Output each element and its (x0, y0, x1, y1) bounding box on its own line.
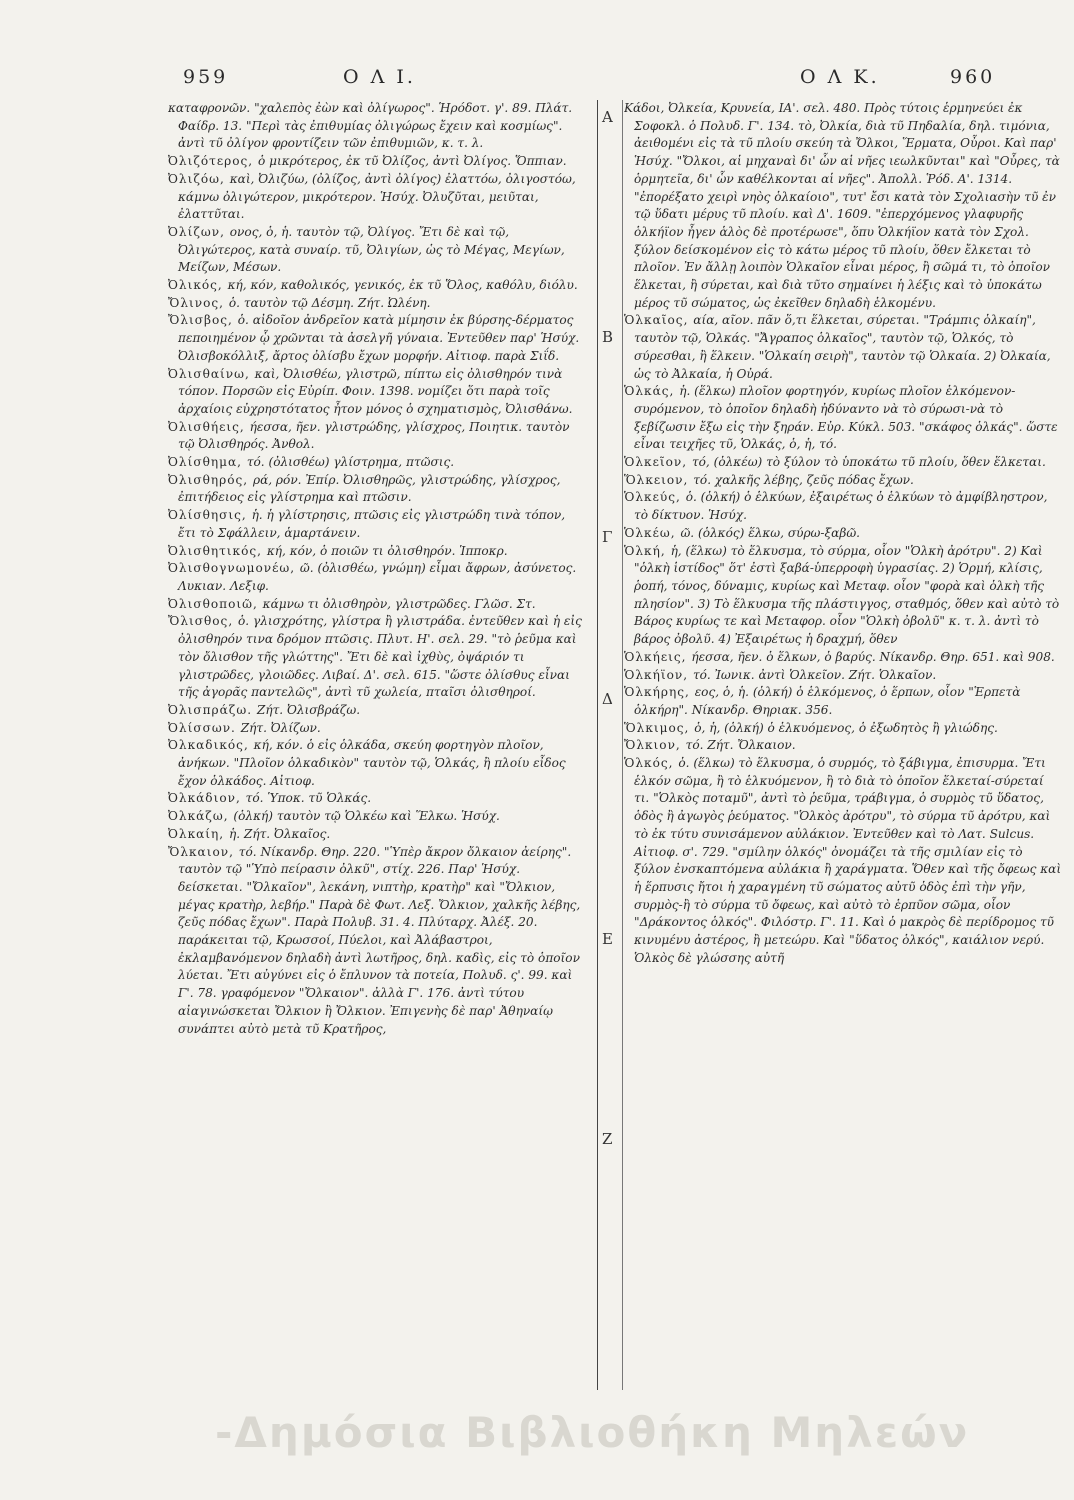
dictionary-entry (168, 472, 586, 507)
entry-definition: εος, ὁ, ἡ. (ὁλκή) ὁ ἑλκόμενος, ὁ ἕρπων, οἷον "Ἑρπετὰ ὁλκήρη". Νίκανδρ. Θηριακ. 356. (634, 685, 1021, 717)
dictionary-entry (168, 560, 586, 595)
margin-letter: Δ (602, 690, 613, 708)
entry-headword: Ὁλκεῖον, (624, 455, 692, 470)
entry-definition: αία, αῖον. πᾶν ὅ,τι ἕλκεται, σύρεται. "Τράμπις ὁλκαίη", ταυτὸν τῷ, Ὁλκάς. "Ἄγραπος ὁλκαῖος", ταυτὸν τῷ, Ὁλκός, τὸ σύρεσθαι, ἢ ἕλκειν. "Ὁλκαίη σειρὴ", ταυτὸν τῷ Ὁλκαία. 2) Ὀλκαία, ὡς τὸ Ἀλκαία, ἡ Οὐρά. (634, 313, 1051, 381)
entry-headword: Ὀλίσθησις, (168, 508, 252, 523)
running-title-left: Ο Λ Ι. (343, 66, 416, 88)
dictionary-entry (168, 613, 586, 702)
entry-definition: ὁ. ταυτὸν τῷ Δέσμη. Ζήτ. Ὠλένη. (228, 295, 431, 310)
dictionary-entry (168, 419, 586, 454)
entry-headword: Ὀλισθαίνω, (168, 366, 255, 381)
entry-headword: Ὀλιζότερος, (168, 154, 258, 169)
dictionary-entry (624, 543, 1062, 649)
dictionary-entry (168, 224, 586, 277)
entry-definition: Ζήτ. Ὀλίζων. (240, 720, 321, 735)
entry-headword: Ὄλκιον, (624, 738, 686, 753)
entry-definition: κάμνω τι ὀλισθηρὸν, γλιστρῶδες. Γλῶσ. Στ. (262, 596, 536, 611)
dictionary-entry (624, 312, 1062, 383)
margin-letter: Ζ (602, 1130, 613, 1148)
dictionary-entry (168, 507, 586, 542)
margin-letters (597, 100, 622, 1390)
dictionary-entry (168, 737, 586, 790)
entry-headword: Ὀλισθήεις, (168, 419, 250, 434)
entry-definition: ήεσσα, ῆεν. γλιστρώδης, γλίσχρος, Ποιητικ. ταυτὸν τῷ Ὀλισθηρός. Ἀνθολ. (178, 419, 570, 452)
dictionary-entry (624, 755, 1062, 967)
entry-headword: Ὁλκέω, (624, 525, 681, 540)
entry-headword: Ὀλισθητικός, (168, 543, 267, 558)
entry-headword: Ὁλκήϊον, (624, 667, 693, 682)
entry-definition: ρά, ρόν. Ἐπίρ. Ὀλισθηρῶς, γλιστρώδης, γλίσχρος, ἐπιτήδειος εἰς γλίστρημα καὶ πτῶσιν. (178, 472, 561, 505)
dictionary-entry (624, 525, 1062, 543)
entry-definition: καταφρονῶν. "χαλεπὸς ἐὼν καὶ ὀλίγωρος". Ἡρόδοτ. γ'. 89. Πλάτ. Φαίδρ. 13. "Περὶ τὰς ἐπιθυμίας ὀλιγώρως ἔχειν καὶ κοσμίως". ἀντὶ τῦ ὀλίγον φροντίζειν τῶν ἐπιθυμιῶν, κ. τ. λ. (168, 101, 573, 151)
entry-headword: Ὀλισπράζω. (168, 702, 257, 717)
margin-letter: Γ (602, 528, 613, 546)
entry-headword: Ὀλισθηρός, (168, 472, 253, 487)
page-header (0, 66, 1074, 98)
right-column (624, 100, 1062, 1395)
entry-definition: τό, (ὁλκέω) τὸ ξύλον τὸ ὑποκάτω τῦ πλοίυ, ὅθεν ἕλκεται. (691, 455, 1046, 470)
entry-headword: Ὀλισθογνωμονέω, (168, 561, 300, 576)
entry-definition: καὶ, Ὀλισθέω, γλιστρῶ, πίπτω εἰς ὀλισθηρόν τινὰ τόπον. Πορσῶν εἰς Εὐρίπ. Φοιν. 1398. νομίζει ὅτι παρὰ τοῖς ἀρχαίοις εὐχρηστότατος ἦτον μόνος ὁ σχηματισμὸς, Ὀλισθάνω. (178, 366, 573, 416)
entry-definition: τό. Ἰωνικ. ἀντὶ Ὁλκεῖον. Ζήτ. Ὁλκαῖον. (692, 667, 937, 682)
dictionary-entry (624, 737, 1062, 755)
page-number-left: 959 (183, 66, 229, 88)
dictionary-entry (168, 277, 586, 295)
entry-definition: (ὁλκή) ταυτὸν τῷ Ὁλκέω καὶ Ἕλκω. Ἡσύχ. (233, 809, 500, 824)
dictionary-entry (168, 454, 586, 472)
entry-definition: Ζήτ. Ὀλισβράζω. (256, 702, 361, 717)
left-column (168, 100, 586, 1395)
entry-definition: ἡ. Ζήτ. Ὀλκαῖος. (228, 826, 331, 841)
dictionary-entry (624, 684, 1062, 719)
entry-definition: ήεσσα, ῆεν. ὁ ἕλκων, ὁ βαρύς. Νίκανδρ. Θηρ. 651. καὶ 908. (691, 649, 1055, 664)
dictionary-entry (168, 171, 586, 224)
entry-headword: Ὄλινος, (168, 295, 229, 310)
entry-headword: Ὀλκάζω, (168, 809, 234, 824)
entry-definition: κή, κόν, ὁ ποιῶν τι ὀλισθηρόν. Ἱπποκρ. (266, 543, 508, 558)
entry-headword: Ὀλισθοποιῶ, (168, 596, 263, 611)
entry-headword: Ὀλικός, (168, 278, 228, 293)
dictionary-entry (168, 790, 586, 808)
entry-definition: τό. Ὑποκ. τῦ Ὁλκάς. (245, 791, 372, 806)
dictionary-entry (168, 312, 586, 365)
entry-headword: Ὁλκεύς, (624, 490, 686, 505)
entry-definition: ὁ. (ἕλκω) τὸ ἕλκυσμα, ὁ συρμός, τὸ ξάβιγμα, ἐπισυρμα. Ἔτι ἑλκόν σῶμα, ἢ τὸ ἑλκυόμενον, ἢ τὸ διὰ τὸ ὁποῖον ἕλκεταί-σύρεταί τι. "Ὁλκὸς ποταμῦ", ἀντὶ τὸ ῥεῦμα, τράβιγμα, ὁ συρμὸς τῦ ὕδατος, ὁδὸς ἢ ἀγωγὸς ῥεύματος. "Ὁλκὸς ἀρότρυ", τὸ σύρμα τῦ ἀρότρυ, καὶ τὸ ἐκ τύτυ συνισάμενον αὐλάκιον. Ἐντεῦθεν καὶ τὸ Λατ. Sulcus. Αἰτιοφ. σ'. 729. "σμίλην ὁλκός" ὀνομάζει τὰ τῆς σμιλίαν εἰς τὸ ξύλον ἐνσκαπτόμενα αὐλάκια ἢ χαράγματα. Ὅθεν καὶ τῆς ὄφεως καὶ ἡ ἕρπυσις ἤτοι ἡ χαραγμένη τῦ σώματος αὐτῦ ὁδὸς ἐπὶ τὴν γῆν, συρμὸς-ἢ τὸ σύρμα τῦ ὄφεως, καὶ αὐτὸ τὸ ἑρπῦον σῶμα, οἷον "Δράκοντος ὁλκός". Φιλόστρ. Γ'. 11. Καὶ ὁ μακρὸς δὲ περίδρομος τῦ κινυμένυ ἀστέρος, ἢ μετεώρυ. Καὶ "ὕδατος ὁλκός", καιάλιον νερύ. Ὁλκὸς δὲ γλώσσης αὐτῆ (634, 756, 1062, 965)
running-title-right: Ο Λ Κ. (800, 66, 880, 88)
entry-headword: Ὁλκή, (624, 543, 671, 558)
dictionary-entry (624, 454, 1062, 472)
dictionary-entry (624, 649, 1062, 667)
page-number-right: 960 (950, 66, 996, 88)
entry-headword: Ὁλκήρης, (624, 685, 695, 700)
entry-headword: Ὀλκαδικός, (168, 738, 254, 753)
entry-definition: ἡ. ἡ γλίστρησις, πτῶσις εἰς γλιστρώδη τινὰ τόπον, ἔτι τὸ Σφάλλειν, ἁμαρτάνειν. (178, 508, 566, 540)
entry-definition: τό. χαλκῆς λέβης, ζεῦς πόδας ἔχων. (693, 472, 914, 487)
dictionary-entry (168, 702, 586, 720)
dictionary-entry (624, 720, 1062, 738)
margin-letter: Β (602, 328, 614, 346)
entry-headword: Ὀλίζων, (168, 224, 230, 239)
entry-definition: ῶ. (ὀλισθέω, γνώμη) εἶμαι ἄφρων, ἀσύνετος. Λυκιαν. Λεξιφ. (178, 561, 577, 593)
library-watermark: -Δημόσια Βιβλιοθήκη Μηλεών (215, 1408, 970, 1457)
dictionary-entry (168, 826, 586, 844)
entry-definition: ὁ. γλισχρότης, γλίστρα ἢ γλιστράδα. ἐντεῦθεν καὶ ἡ εἰς ὀλισθηρόν τινα δρόμον πτῶσις. Πλυτ. Η'. σελ. 29. "τὸ ῥεῦμα καὶ τὸν ὄλισθον τῆς γλώττης". Ἔτι δὲ καὶ ἰχθὺς, ὀψάριόν τι γλιστρῶδες, γλοιῶδες. Λιβαί. Δ'. σελ. 615. "ὥστε ὀλίσθυς εἶναι τῆς ἀγορᾶς παντελῶς", ἀντὶ τῦ χωλεία, πταῖσι ὀλισθηροί. (178, 614, 582, 700)
dictionary-entry (168, 720, 586, 738)
dictionary-entry (624, 383, 1062, 454)
entry-headword: Ὄλκαιον, (168, 844, 239, 859)
entry-headword: Ὀλκάδιον, (168, 791, 246, 806)
entry-headword: Ὀλίσσων. (168, 720, 241, 735)
dictionary-entry (168, 366, 586, 419)
entry-definition: ονος, ὁ, ἡ. ταυτὸν τῷ, Ὀλίγος. Ἔτι δὲ καὶ τῷ, Ὀλιγώτερος, κατὰ συναίρ. τῦ, Ὀλιγίων, ὡς τὸ Μέγας, Μεγίων, Μείζων, Μέσων. (178, 224, 565, 275)
dictionary-entry (168, 543, 586, 561)
entry-definition: τό. (ὀλισθέω) γλίστρημα, πτῶσις. (246, 455, 455, 470)
entry-headword: Ὅλκιμος, (624, 720, 695, 735)
entry-headword: Ὄλισβος, (168, 313, 238, 328)
margin-letter: Ε (602, 930, 613, 948)
dictionary-entry (168, 153, 586, 171)
entry-definition: καὶ, Ὀλιζύω, (ὀλίζος, ἀντὶ ὀλίγος) ἐλαττόω, ὀλιγοστόω, κάμνω ὀλιγώτερον, μικρότερον. Ἡσύχ. Ὀλυζῦται, μειῦται, ἐλαττῦται. (178, 171, 576, 222)
entry-headword: Ὀλκαίη, (168, 826, 229, 841)
dictionary-entry (168, 844, 586, 1039)
dictionary-entry (168, 295, 586, 313)
entry-headword: Ὁλκήεις, (624, 649, 692, 664)
dictionary-entry (624, 472, 1062, 490)
dictionary-entry (624, 667, 1062, 685)
entry-headword: Ὀλίσθημα, (168, 455, 247, 470)
entry-definition: ἡ, (ἕλκω) τὸ ἕλκυσμα, τὸ σύρμα, οἷον "Ὁλκὴ ἀρότρυ". 2) Καὶ "ὁλκὴ ἱστίδος" ὅτ' ἐστὶ ξαβά-ὑπερροφὴ ὑγρασίας. 2) Ὁρμή, κλίσις, ῥοπή, τόνος, δύναμις, κυρίως καὶ Μεταφ. οἷον "φορὰ καὶ ὁλκὴ τῆς πλησίον". 3) Τὸ ἕλκυσμα τῆς πλάστιγγος, σταθμός, ὅθεν καὶ αὐτὸ τὸ Βάρος κυρίως τε καὶ Μεταφορ. οἷον "Ὁλκὴ ὀβολῦ" κ. τ. λ. ἀντὶ τὸ βάρος ὀβολῦ. 4) Ἐξαιρέτως ἡ δραχμή, ὅθεν (634, 543, 1060, 647)
entry-definition: ἡ. (ἕλκω) πλοῖον φορτηγόν, κυρίως πλοῖον ἑλκόμενον-συρόμενον, τὸ ὁποῖον δηλαδὴ ἠδύναντο νὰ τὸ σύρωσι-νὰ τὸ ξεβίζωσιν ἔξω εἰς τὴν ξηράν. Εὐρ. Κύκλ. 503. "σκάφος ὁλκάς". ὥστε εἶναι τειχῆες τῦ, Ὁλκάς, ὁ, ἡ, τό. (634, 384, 1058, 452)
dictionary-entry (168, 596, 586, 614)
dictionary-entry (168, 808, 586, 826)
entry-definition: τό. Νίκανδρ. Θηρ. 220. "Ὑπὲρ ἄκρον ὄλκαιον ἀείρης". ταυτὸν τῷ "Ὑπὸ πείρασιν ὀλκῦ", στίχ. 226. Παρ' Ἡσύχ. δείσκεται. "Ὄλκαῖον", λεκάνη, νιπτὴρ, κρατὴρ" καὶ "Ὄλκιον, μέγας κρατὴρ, λεβήρ." Παρὰ δὲ Φωτ. Λεξ. Ὄλκιον, χαλκῆς λέβης, ζεῦς πόδας ἔχων". Παρὰ Πολυβ. 31. 4. Πλύταρχ. Ἀλέξ. 20. παράκειται τῷ, Κρωσσοί, Πύελοι, καὶ Ἀλάβαστροι, ἐκλαμβανόμενον δηλαδὴ ἀντὶ λωτῆρος, δηλ. καδὶς, εἰς τὸ ὁποῖον λύεται. Ἔτι αὐγύνει εἰς ὁ ἔπλυνον τὰ ποτεία, Πολυδ. ς'. 99. καὶ Γ'. 78. γραφόμενον "Ὄλκαιον". ἀλλὰ Γ'. 176. ἀντὶ τύτου αἰαγινώσκεται Ὄλκιον ἢ Ὄλκιον. Ἐπιγενὴς δὲ παρ' Ἀθηναίῳ συνάπτει αὐτὸ μετὰ τῦ Κρατῆρος, (178, 844, 581, 1036)
entry-definition: ῶ. (ὁλκός) ἕλκω, σύρω-ξαβῶ. (680, 525, 861, 540)
entry-headword: Ὀλιζόω, (168, 171, 230, 186)
entry-definition: Κάδοι, Ὀλκεία, Κρυνεία, ΙΑ'. σελ. 480. Πρὸς τύτοις ἑρμηνεύει ἐκ Σοφοκλ. ὁ Πολυδ. Γ'. 134. τὸ, Ὀλκία, διὰ τῦ Πηδαλία, δηλ. τιμόνια, ἀειθομένι εἰς τὰ τῦ πλοίυ σκεύη τὰ Ὄλκοι, Ἕρματα, Οὖροι. Καὶ παρ' Ἡσύχ. "Ὄλκοι, αἱ μηχαναὶ δι' ὧν αἱ νῆες ιεωλκῦνται" καὶ "Οὖρες, τὰ ὁρμητεῖα, δι' ὧν καθέλκονται αἱ νῆες". Ἀπολλ. Ῥόδ. Α'. 1314. "ἐπορέξατο χειρὶ νηὸς ὁλκαίοιο", τυτ' ἔσι κατὰ τὸν Σχολιασὴν τῦ ἐν τῷ ὕδατι μέρυς τῦ πλοίυ. καὶ Δ'. 1609. "ἐπερχόμενος γλαφυρῆς ὁλκήϊον ἦγεν ἁλὸς δὲ προτέρωσε", ὅπυ Ὁλκήϊον κατὰ τὸν Σχολ. ξύλον δείσκομένον εἰς τὸ κάτω μέρος τῦ πλοίυ, ὅθεν ἔλκεται τὸ πλοῖον. Ἐν ἄλλῃ λοιπὸν Ὁλκαῖον εἶναι μέρος, ἢ σῶμά τι, τὸ ὁποῖον ἕλκεται, ἢ σύρεται, καὶ διὰ τῦτο σημαίνει ἡ λέξις καὶ τὸ ὑποκάτω μέρος τῦ σώματος, ὡς ἐκεῖθεν δηλαδὴ ἑλκομένυ. (624, 101, 1060, 310)
entry-headword: Ὁλκάς, (624, 384, 680, 399)
entry-definition: ὁ μικρότερος, ἐκ τῦ Ὀλίζος, ἀντὶ Ὀλίγος. Ὅππιαν. (257, 154, 567, 169)
entry-headword: Ὅλκειον, (624, 472, 694, 487)
entry-headword: Ὄλισθος, (168, 614, 239, 629)
margin-letter: Α (602, 108, 613, 126)
entry-definition: ὁ. αἰδοῖον ἀνδρεῖον κατὰ μίμησιν ἐκ βύρσης-δέρματος πεποιημένον ᾧ χρῶνται τὰ ἀσελγῆ γύναια. Ἐντεῦθεν παρ' Ἡσύχ. Ὀλισβοκόλλιξ, ἄρτος ὀλίσβυ ἔχων μορφήν. Αἰτιοφ. παρὰ Σιΐδ. (178, 313, 580, 363)
dictionary-entry (168, 100, 586, 153)
entry-definition: κή, κόν, καθολικός, γενικός, ἐκ τῦ Ὅλος, καθόλυ, διόλυ. (227, 278, 578, 293)
dictionary-entry (624, 100, 1062, 312)
entry-definition: ὁ. (ὁλκή) ὁ ἑλκύων, ἐξαιρέτως ὁ ἑλκύων τὸ ἀμφίβληστρον, τὸ δίκτυον. Ἡσύχ. (634, 490, 1048, 523)
dictionary-entry (624, 489, 1062, 524)
column-rule-inner (622, 100, 623, 1390)
entry-definition: τό. Ζήτ. Ὄλκαιον. (685, 738, 796, 753)
entry-headword: Ὁλκός, (624, 756, 679, 771)
entry-definition: κή, κόν. ὁ εἰς ὁλκάδα, σκεύη φορτηγὸν πλοῖον, ἀνήκων. "Πλοῖον ὁλκαδικὸν" ταυτὸν τῷ, Ὁλκάς, ἢ πλοίυ εἶδος ἔχον ὁλκάδος. Αἰτιοφ. (178, 738, 566, 788)
entry-definition: ὁ, ἡ, (ὁλκή) ὁ ἑλκυόμενος, ὁ ἐξωδητὸς ἢ γλιώδης. (694, 720, 998, 735)
entry-headword: Ὁλκαῖος, (624, 313, 694, 328)
